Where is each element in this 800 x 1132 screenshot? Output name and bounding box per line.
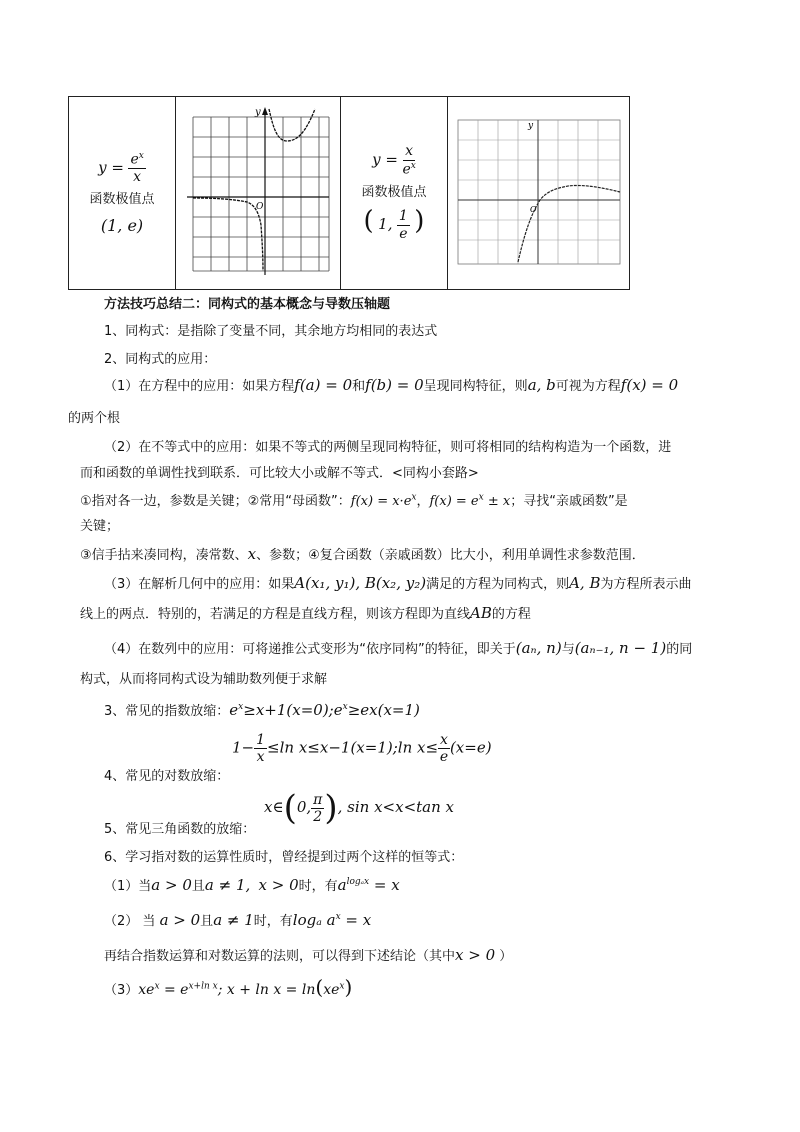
extreme-point-label: 函数极值点 xyxy=(89,192,155,208)
log-scaling-formula: 1− $\frac{1}{x}$ ≤ln x≤x−1(x=1);ln x≤ $\frac{x}{e}$ (x=e) xyxy=(232,732,492,765)
paragraph-8-cont: 构式，从而将同构式设为辅助数列便于求解 xyxy=(80,672,328,687)
graph-exp-over-x xyxy=(183,105,333,277)
origin-label: O xyxy=(529,205,537,214)
paragraph-14: （2） 当 a > 0且a ≠ 1时，有logₐ $a^x = x$ xyxy=(104,911,372,929)
graph-cell-2 xyxy=(448,97,630,290)
paragraph-7-cont: 线上的两点．特别的，若满足的方程是直线方程，则该方程即为直线AB的方程 xyxy=(80,604,531,622)
paragraph-9: 3、常见的指数放缩：$e^x\ge x+1(x=0);e^x\ge ex(x=1)$ xyxy=(104,701,420,719)
paragraph-6: ③信手拈来凑同构，凑常数、x、参数；④复合函数（亲戚函数）比大小，利用单调性求参数范围． xyxy=(80,545,645,563)
paragraph-4-cont: 而和函数的单调性找到联系．可比较大小或解不等式．<同构小套路> xyxy=(80,466,479,481)
paragraph-12: 6、学习指对数的运算性质时，曾经提到过两个这样的恒等式： xyxy=(104,850,464,865)
paragraph-5: ①指对各一边，参数是关键；②常用“母函数”：$f(x) = x\cdot e^x$，$f(x) = e^x \pm x$；寻找“亲戚函数”是 xyxy=(80,492,628,509)
paragraph-15: 再结合指数运算和对数运算的法则，可以得到下述结论（其中x > 0 ） xyxy=(104,946,513,964)
table-cell-formula-2 xyxy=(341,97,448,290)
function-table xyxy=(68,96,630,290)
paragraph-13: （1）当a > 0且a ≠ 1, x > 0时，有$a^{log_ax} = x$ xyxy=(104,876,400,894)
formula-x-over-exp: y = $\frac{x}{e^x}$ xyxy=(372,143,416,178)
paragraph-1: 1、同构式：是指除了变量不同，其余地方均相同的表达式 xyxy=(104,324,438,339)
paragraph-16: $(3)xe^x = e^{x+ln x}$; $x + \ln x = \ln(xe^x)$ xyxy=(104,975,353,999)
section-title: 方法技巧总结二：同构式的基本概念与导数压轴题 xyxy=(104,297,391,312)
trig-scaling-formula: x∈(0, $\frac{\pi}{2}$ ), sin x<x<tan x xyxy=(264,788,454,828)
paragraph-3: （1）在方程中的应用：如果方程f(a) = 0和f(b) = 0呈现同构特征，则a, b可视为方程f(x) = 0 xyxy=(104,376,679,394)
paragraph-2: 2、同构式的应用： xyxy=(104,352,217,367)
formula-exp-over-x: y = $\frac{e^x}{x}$ xyxy=(98,150,144,186)
paragraph-10: 4、常见的对数放缩： xyxy=(104,769,230,784)
origin-label: O xyxy=(256,202,264,212)
extreme-point-value: ( 1, $\frac{1}{e}$ ) xyxy=(363,206,425,242)
paragraph-8: （4）在数列中的应用：可将递推公式变形为“依序同构”的特征，即关于(aₙ, n)与(aₙ₋₁, n − 1)的同 xyxy=(104,639,693,657)
y-axis-label: y xyxy=(527,121,533,131)
extreme-point-value: (1, e) xyxy=(100,215,144,235)
graph-x-over-exp xyxy=(454,116,624,266)
y-axis-label: y xyxy=(255,107,261,118)
paragraph-4: （2）在不等式中的应用：如果不等式的两侧呈现同构特征，则可将相同的结构构造为一个函数，进 xyxy=(104,440,672,455)
table-cell-formula-1 xyxy=(69,97,176,290)
paragraph-5-cont: 关键； xyxy=(80,519,120,534)
paragraph-7: （3）在解析几何中的应用：如果A(x₁, y₁), B(x₂, y₂)满足的方程为同构式，则A, B为方程所表示曲 xyxy=(104,574,692,592)
paragraph-11: 5、常见三角函数的放缩： xyxy=(104,822,256,837)
graph-cell-1 xyxy=(176,97,341,290)
paragraph-3-cont: 的两个根 xyxy=(68,411,121,426)
extreme-point-label: 函数极值点 xyxy=(361,184,427,200)
